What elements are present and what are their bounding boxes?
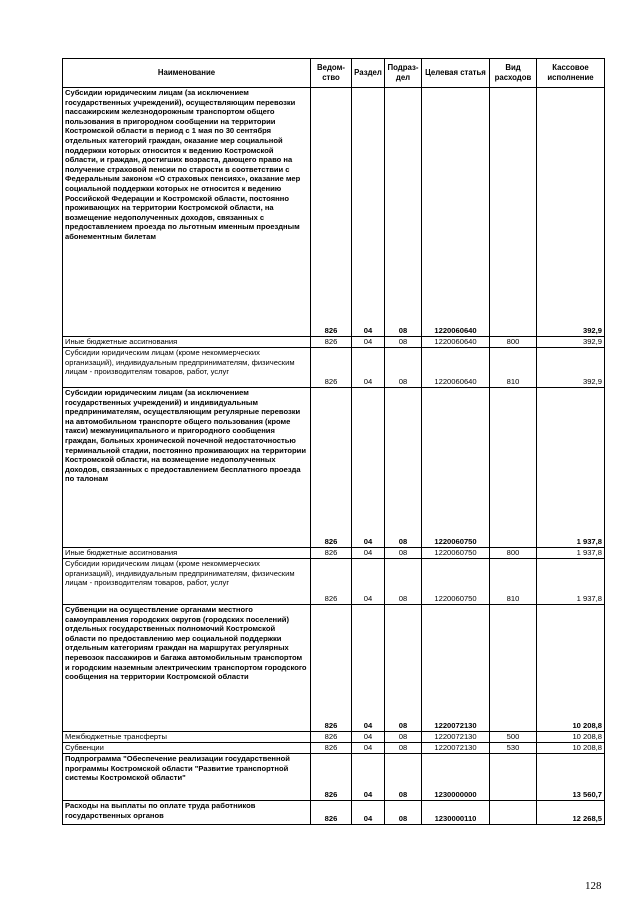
row-ministry: 826 — [311, 388, 352, 548]
row-section: 04 — [352, 388, 385, 548]
row-name: Субвенции — [63, 743, 311, 754]
row-ministry: 826 — [311, 754, 352, 801]
row-target: 1220060750 — [422, 548, 490, 559]
row-section: 04 — [352, 548, 385, 559]
row-expense-type — [490, 88, 537, 337]
row-section: 04 — [352, 801, 385, 825]
row-expense-type: 500 — [490, 732, 537, 743]
row-ministry: 826 — [311, 559, 352, 605]
row-name: Субсидии юридическим лицам (кроме некоммерческих организаций), индивидуальным предпринимателям, физическим лицам - производителям товаров, работ, услуг — [63, 348, 311, 388]
row-section: 04 — [352, 732, 385, 743]
row-subsection: 08 — [385, 605, 422, 732]
row-name: Субсидии юридическим лицам (за исключением государственных учреждений), осуществляющим перевозки пассажирским железнодорожным транспортом общего пользования в пригородном сообщении на территории Костромской области в период с 1 мая по 30 сентября отдельных категорий граждан, оказание мер социальной поддержки которых относится к ведению Костромской области, и граждан, достигших возраста, дающего право на получение страховой пенсии по старости в соответствии с Федеральным законом «О страховых пенсиях», оказание мер социальной поддержки которых не относится к ведению Российской Федерации и Костромской области, постоянно проживающих на территории Костромской области, на возмещение недополученных доходов, связанных с предоставлением проезда по льготным именным проездным абонементным билетам — [63, 88, 311, 337]
row-target: 1220072130 — [422, 743, 490, 754]
row-target: 1220072130 — [422, 605, 490, 732]
row-section: 04 — [352, 88, 385, 337]
table-row — [63, 88, 605, 337]
table-row — [63, 337, 605, 348]
row-ministry: 826 — [311, 743, 352, 754]
column-header-ministry: Ведом-ство — [311, 59, 352, 88]
row-section: 04 — [352, 559, 385, 605]
row-subsection: 08 — [385, 388, 422, 548]
row-expense-type — [490, 754, 537, 801]
row-expense-type — [490, 801, 537, 825]
row-target: 1220072130 — [422, 732, 490, 743]
row-ministry: 826 — [311, 548, 352, 559]
row-ministry: 826 — [311, 348, 352, 388]
row-cash: 1 937,8 — [537, 559, 605, 605]
row-section: 04 — [352, 348, 385, 388]
row-name: Субсидии юридическим лицам (кроме некоммерческих организаций), индивидуальным предпринимателям, физическим лицам - производителям товаров, работ, услуг — [63, 559, 311, 605]
table-row — [63, 548, 605, 559]
row-ministry: 826 — [311, 732, 352, 743]
row-section: 04 — [352, 337, 385, 348]
row-section: 04 — [352, 605, 385, 732]
row-name: Субвенции на осуществление органами местного самоуправления городских округов (городских поселений) отдельных государственных полномочий Костромской области по предоставлению мер социальной поддержки отдельным категориям граждан на маршрутах регулярных перевозок пассажиров и багажа автомобильным транспортом и городским наземным электрическим транспортом городского сообщения на территории Костромской области — [63, 605, 311, 732]
row-cash: 392,9 — [537, 337, 605, 348]
table-row — [63, 348, 605, 388]
budget-execution-table — [62, 58, 605, 825]
row-expense-type — [490, 605, 537, 732]
row-subsection: 08 — [385, 88, 422, 337]
table-row — [63, 732, 605, 743]
row-name: Подпрограмма "Обеспечение реализации государственной программы Костромской области "Развитие транспортной системы Костромской области" — [63, 754, 311, 801]
row-subsection: 08 — [385, 754, 422, 801]
row-ministry: 826 — [311, 88, 352, 337]
row-subsection: 08 — [385, 348, 422, 388]
row-cash: 10 208,8 — [537, 743, 605, 754]
table-row — [63, 605, 605, 732]
row-subsection: 08 — [385, 337, 422, 348]
row-name: Расходы на выплаты по оплате труда работников государственных органов — [63, 801, 311, 825]
table-row — [63, 754, 605, 801]
table-header-row — [63, 59, 605, 88]
row-cash: 1 937,8 — [537, 388, 605, 548]
row-expense-type: 800 — [490, 548, 537, 559]
row-cash: 10 208,8 — [537, 605, 605, 732]
table-row — [63, 743, 605, 754]
row-section: 04 — [352, 743, 385, 754]
table-row — [63, 388, 605, 548]
row-expense-type — [490, 388, 537, 548]
row-target: 1220060640 — [422, 337, 490, 348]
row-subsection: 08 — [385, 801, 422, 825]
row-ministry: 826 — [311, 605, 352, 732]
row-ministry: 826 — [311, 801, 352, 825]
row-target: 1230000000 — [422, 754, 490, 801]
row-ministry: 826 — [311, 337, 352, 348]
row-name: Межбюджетные трансферты — [63, 732, 311, 743]
row-subsection: 08 — [385, 732, 422, 743]
page-number: 128 — [585, 880, 602, 892]
row-cash: 1 937,8 — [537, 548, 605, 559]
row-expense-type: 810 — [490, 559, 537, 605]
row-name: Субсидии юридическим лицам (за исключением государственных учреждений) и индивидуальным предпринимателям, осуществляющим регулярные перевозки на автомобильном транспорте общего пользования (кроме такси) межмуниципального и пригородного сообщения граждан, больных хронической почечной недостаточностью терминальной стадии, постоянно проживающих на территории Костромской области, на возмещение недополученных доходов, связанных с предоставлением бесплатного проезда по талонам — [63, 388, 311, 548]
row-name: Иные бюджетные ассигнования — [63, 337, 311, 348]
table-row — [63, 559, 605, 605]
row-expense-type: 810 — [490, 348, 537, 388]
row-section: 04 — [352, 754, 385, 801]
row-cash: 392,9 — [537, 348, 605, 388]
row-subsection: 08 — [385, 743, 422, 754]
column-header-target: Целевая статья — [422, 59, 490, 88]
row-cash: 13 560,7 — [537, 754, 605, 801]
row-target: 1220060640 — [422, 348, 490, 388]
row-subsection: 08 — [385, 559, 422, 605]
column-header-expense-type: Вид расходов — [490, 59, 537, 88]
row-target: 1220060750 — [422, 388, 490, 548]
column-header-section: Раздел — [352, 59, 385, 88]
column-header-subsection: Подраз-дел — [385, 59, 422, 88]
row-subsection: 08 — [385, 548, 422, 559]
table-row — [63, 801, 605, 825]
column-header-name: Наименование — [63, 59, 311, 88]
row-cash: 10 208,8 — [537, 732, 605, 743]
row-expense-type: 800 — [490, 337, 537, 348]
row-target: 1230000110 — [422, 801, 490, 825]
row-cash: 392,9 — [537, 88, 605, 337]
row-target: 1220060750 — [422, 559, 490, 605]
row-cash: 12 268,5 — [537, 801, 605, 825]
row-expense-type: 530 — [490, 743, 537, 754]
row-target: 1220060640 — [422, 88, 490, 337]
column-header-cash: Кассовое исполнение — [537, 59, 605, 88]
row-name: Иные бюджетные ассигнования — [63, 548, 311, 559]
